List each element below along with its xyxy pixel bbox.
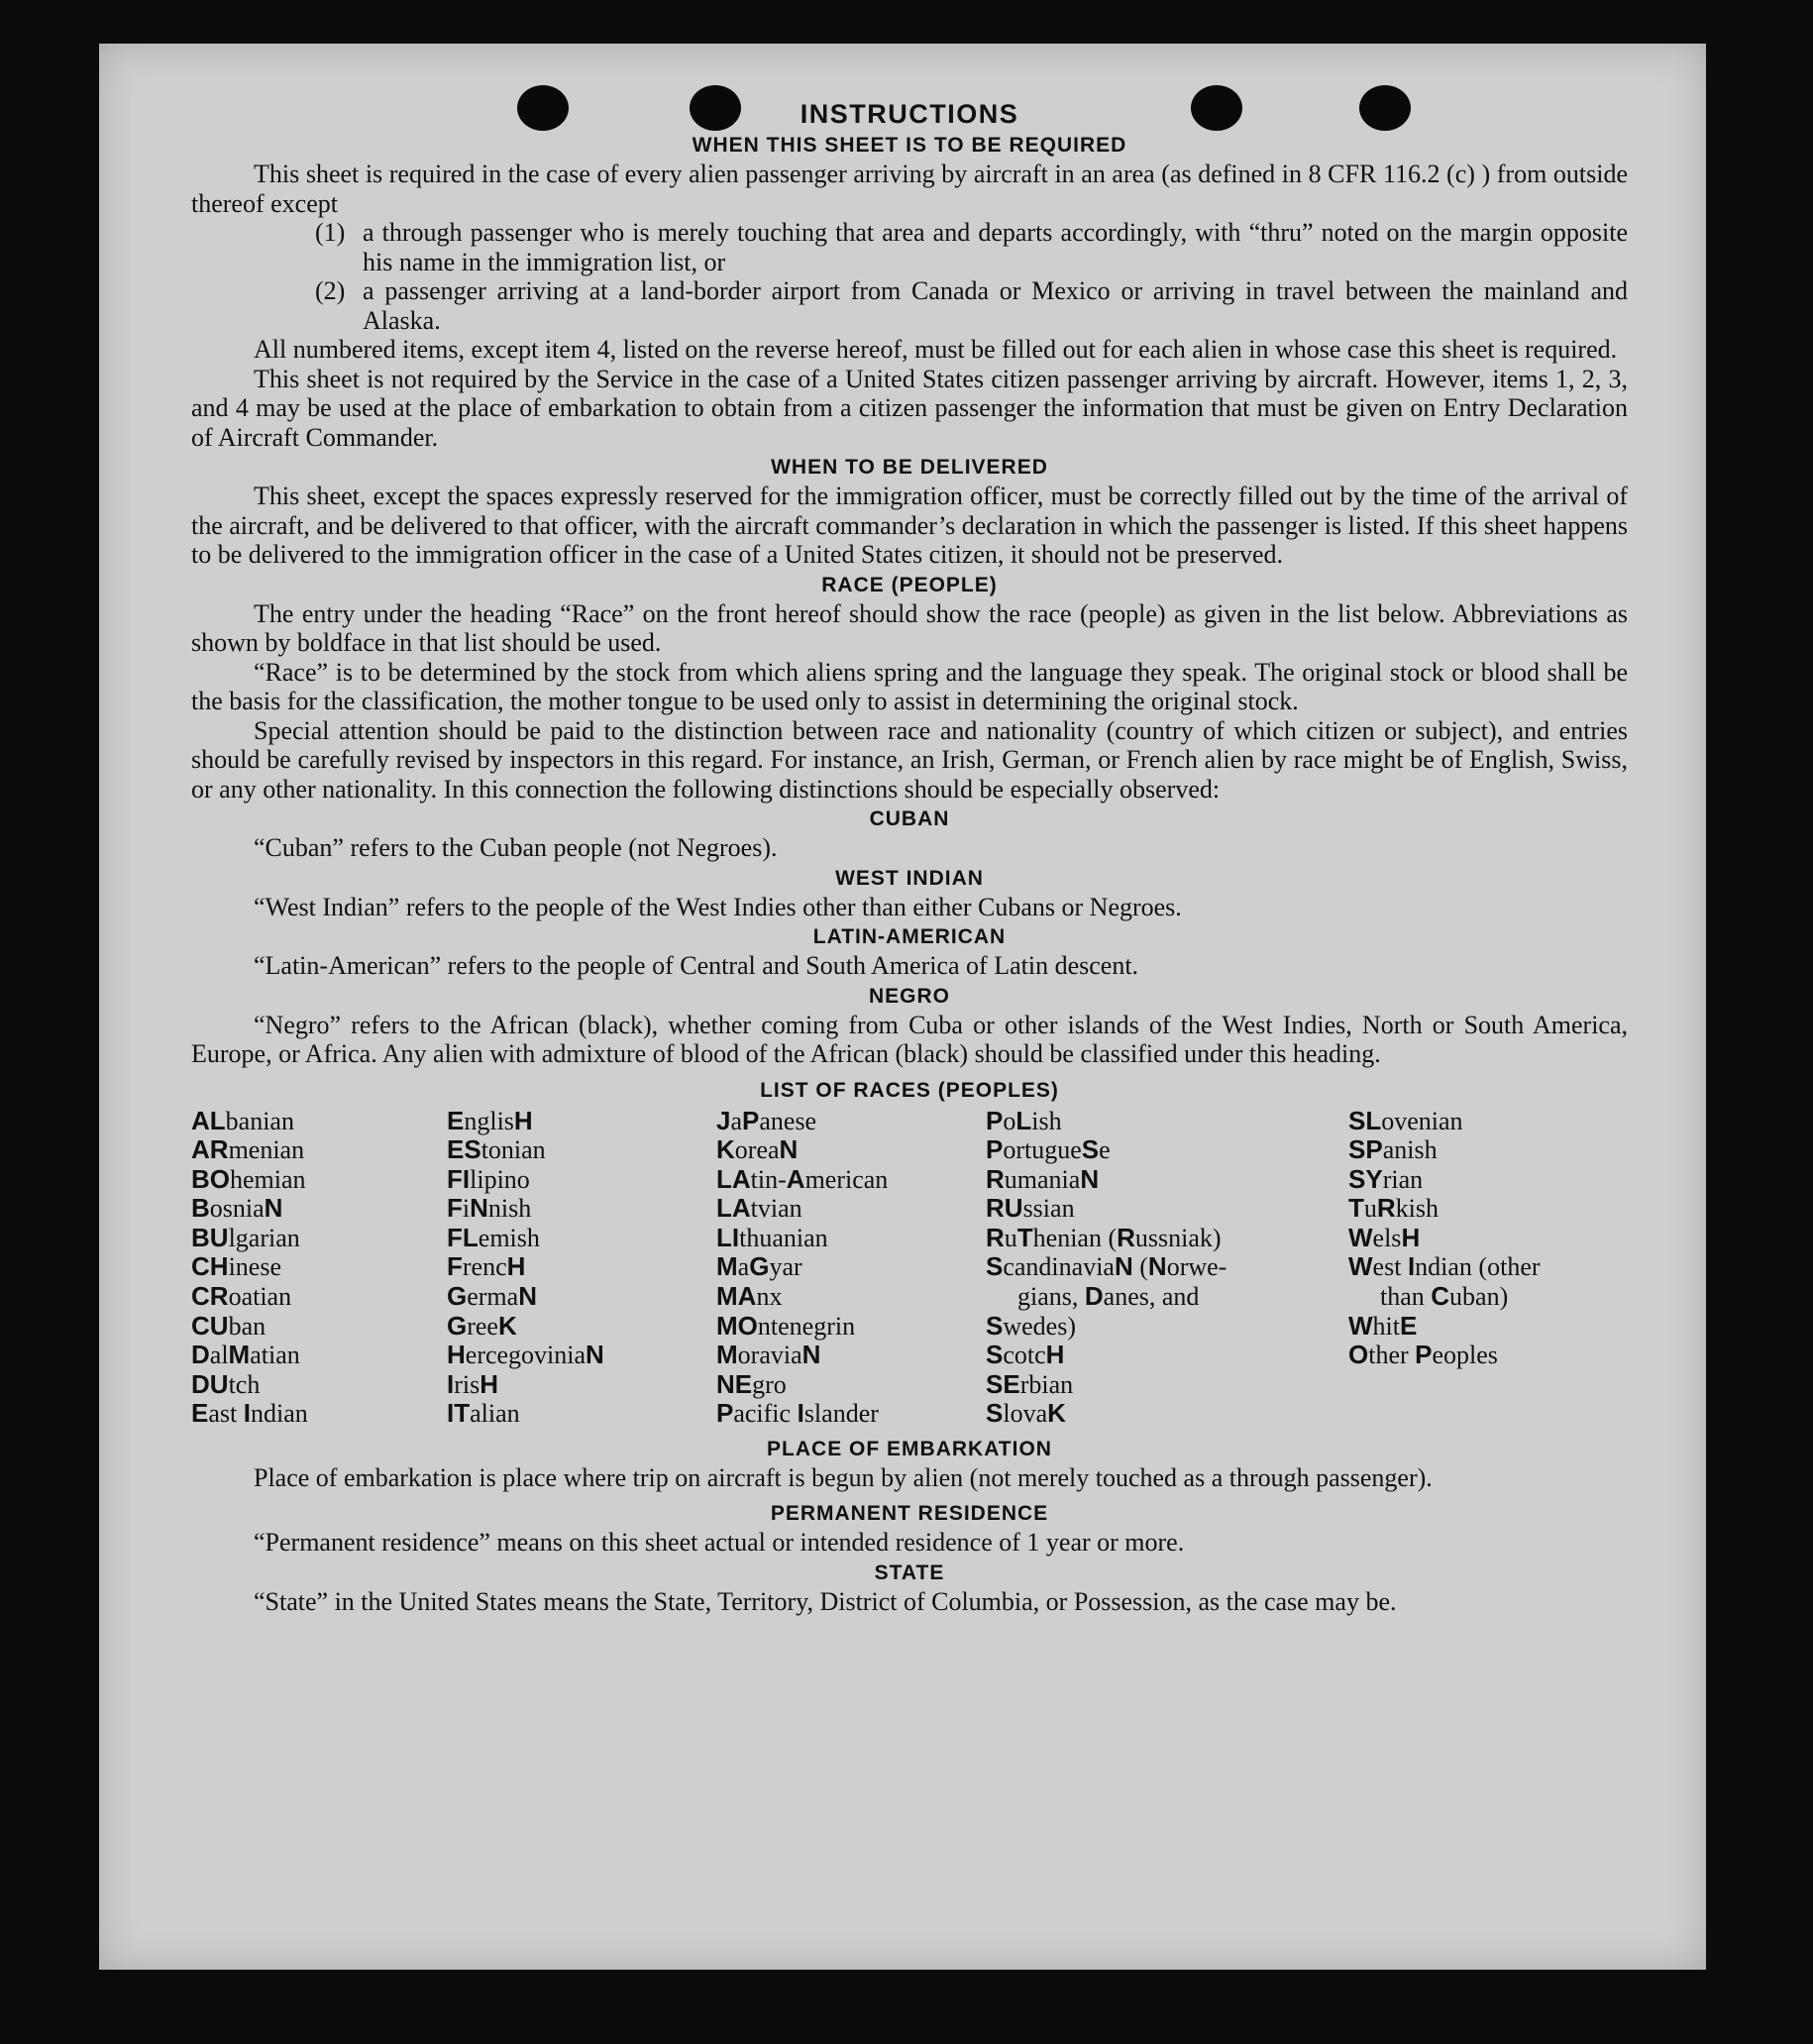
race-entry: MoraviaN — [716, 1340, 821, 1370]
race-entry: FLemish — [447, 1222, 540, 1252]
paragraph: “West Indian” refers to the people of the West Indies other than either Cubans or Negroes. — [254, 892, 1182, 921]
section-heading-when-delivered: WHEN TO BE DELIVERED — [771, 456, 1048, 479]
paragraph: The entry under the heading “Race” on the front hereof should show the race (people) as given in the list below. Abbreviations as shown by boldface in that list should be used. — [191, 598, 1628, 657]
race-entry: FiNnish — [447, 1193, 532, 1224]
paragraph: This sheet is not required by the Service in the case of a United States citizen passenger arriving by aircraft. However, items 1, 2, 3, and 4 may be used at the place of embarkation to obtain from a citizen passenger the information that must be given on Entry Declaration of Aircraft Commander. — [191, 364, 1628, 452]
race-entry: East Indian — [191, 1398, 308, 1429]
item-text: a passenger arriving at a land-border airport from Canada or Mexico or arriving in travel between the mainland and Alaska. — [363, 276, 1628, 335]
race-entry: Pacific Islander — [716, 1398, 879, 1429]
subheading-latin-american: LATIN-AMERICAN — [812, 925, 1007, 948]
section-heading-permanent-residence: PERMANENT RESIDENCE — [770, 1502, 1049, 1525]
race-entry: LIthuanian — [716, 1222, 828, 1252]
section-heading-race: RACE (PEOPLE) — [821, 573, 998, 596]
paragraph: This sheet, except the spaces expressly reserved for the immigration officer, must be correctly filled out by the time of the arrival of the aircraft, and be delivered to that officer, with the aircraft commander’s declaration in which the passenger is listed. If this sheet happens to be delivered to the immigration officer in the case of a United States citizen, it should not be preserved. — [191, 482, 1628, 569]
page-title: INSTRUCTIONS — [800, 99, 1019, 129]
paragraph: This sheet is required in the case of every alien passenger arriving by aircraft in an area (as defined in 8 CFR 116.2 (c) ) from outside thereof except — [191, 160, 1628, 218]
race-entry: ALbanian — [191, 1105, 294, 1135]
race-entry: LAtvian — [716, 1193, 802, 1224]
race-entry: GreeK — [447, 1310, 517, 1341]
races-column — [1348, 1107, 1541, 1370]
race-entry: WelsH — [1348, 1222, 1421, 1252]
race-entry: ARmenian — [191, 1134, 305, 1165]
race-entry: RUssian — [986, 1193, 1075, 1224]
race-entry: SlovaK — [986, 1398, 1066, 1429]
race-entry: CHinese — [191, 1251, 281, 1282]
race-entry: NEgro — [716, 1368, 787, 1399]
race-entry: FIlipino — [447, 1163, 530, 1194]
race-entry: PoLish — [986, 1105, 1062, 1135]
race-entry: than Cuban) — [1380, 1281, 1509, 1312]
paragraph: “Permanent residence” means on this sheet actual or intended residence of 1 year or more. — [254, 1528, 1185, 1557]
races-list — [191, 1107, 1628, 1434]
race-entry: TuRkish — [1348, 1193, 1440, 1224]
races-column — [447, 1107, 604, 1430]
race-entry: WhitE — [1348, 1310, 1418, 1341]
race-entry: ITalian — [447, 1398, 520, 1429]
race-entry: West Indian (other — [1348, 1251, 1541, 1282]
race-entry: HercegoviniaN — [447, 1340, 604, 1370]
race-entry: GermaN — [447, 1281, 537, 1312]
race-entry: RumaniaN — [986, 1163, 1100, 1194]
race-entry: EStonian — [447, 1134, 546, 1165]
race-entry: DUtch — [191, 1368, 261, 1399]
race-entry: IrisH — [447, 1368, 499, 1399]
section-heading-state: STATE — [874, 1560, 945, 1584]
subheading-negro: NEGRO — [868, 984, 950, 1008]
race-entry: Swedes) — [986, 1310, 1076, 1341]
races-column — [986, 1107, 1226, 1430]
paragraph: “Race” is to be determined by the stock from which aliens spring and the language they speak. The original stock or blood shall be the basis for the classification, the mother tongue to be used only to assist in determining the original stock. — [191, 657, 1628, 715]
races-column — [191, 1107, 308, 1430]
paragraph: “Cuban” refers to the Cuban people (not Negroes). — [254, 833, 778, 862]
document-sheet — [99, 44, 1706, 1970]
paragraph: All numbered items, except item 4, listed on the reverse hereof, must be filled out for each alien in whose case this sheet is required. — [254, 335, 1618, 364]
race-entry: DalMatian — [191, 1340, 300, 1370]
race-entry: CRoatian — [191, 1281, 292, 1312]
race-entry: gians, Danes, and — [1017, 1281, 1200, 1312]
race-entry: MOntenegrin — [716, 1310, 856, 1341]
section-heading-when-required: WHEN THIS SHEET IS TO BE REQUIRED — [692, 134, 1127, 157]
item-number: (2) — [315, 276, 346, 305]
race-entry: EnglisH — [447, 1105, 533, 1135]
item-text: a through passenger who is merely touching that area and departs accordingly, with “thru” noted on the margin opposite his name in the immigration list, or — [363, 218, 1628, 276]
race-entry: MaGyar — [716, 1251, 802, 1282]
race-entry: BOhemian — [191, 1163, 306, 1194]
paragraph: “Latin-American” refers to the people of Central and South America of Latin descent. — [254, 951, 1139, 980]
race-entry: SYrian — [1348, 1163, 1424, 1194]
race-entry: Other Peoples — [1348, 1340, 1498, 1370]
race-entry: CUban — [191, 1310, 267, 1341]
paragraph: “Negro” refers to the African (black), whether coming from Cuba or other islands of the West Indies, North or South America, Europe, or Africa. Any alien with admixture of blood of the African (black) should be classified under this heading. — [191, 1010, 1628, 1068]
section-heading-embarkation: PLACE OF EMBARKATION — [767, 1437, 1052, 1460]
race-entry: PortugueSe — [986, 1134, 1111, 1165]
race-entry: JaPanese — [716, 1105, 817, 1135]
race-entry: KoreaN — [716, 1134, 799, 1165]
race-entry: BUlgarian — [191, 1222, 300, 1252]
instructions-content — [191, 99, 1628, 1616]
paragraph: Place of embarkation is place where trip on aircraft is begun by alien (not merely touched as a through passenger). — [254, 1462, 1433, 1492]
race-entry: BosniaN — [191, 1193, 283, 1224]
race-entry: LAtin-American — [716, 1163, 889, 1194]
races-column — [716, 1107, 888, 1430]
race-entry: SPanish — [1348, 1134, 1438, 1165]
paragraph: Special attention should be paid to the distinction between race and nationality (country of which citizen or subject), and entries should be carefully revised by inspectors in this regard. For instance, an Irish, German, or French alien by race might be of English, Swiss, or any other nationality. In this connection the following distinctions should be especially observed: — [191, 715, 1628, 804]
race-entry: RuThenian (Russniak) — [986, 1222, 1222, 1252]
race-entry: FrencH — [447, 1251, 526, 1282]
list-item — [315, 276, 1628, 335]
race-entry: ScandinaviaN (Norwe- — [986, 1251, 1227, 1282]
race-entry: ScotcH — [986, 1340, 1065, 1370]
list-item — [315, 218, 1628, 276]
paragraph: “State” in the United States means the State, Territory, District of Columbia, or Possession, as the case may be. — [254, 1586, 1397, 1616]
item-number: (1) — [315, 218, 346, 247]
race-entry: MAnx — [716, 1281, 783, 1312]
race-entry: SLovenian — [1348, 1105, 1463, 1135]
race-entry: SErbian — [986, 1368, 1074, 1399]
list-of-races-heading: LIST OF RACES (PEOPLES) — [760, 1078, 1059, 1102]
subheading-cuban: CUBAN — [869, 807, 950, 830]
subheading-west-indian: WEST INDIAN — [835, 866, 984, 890]
